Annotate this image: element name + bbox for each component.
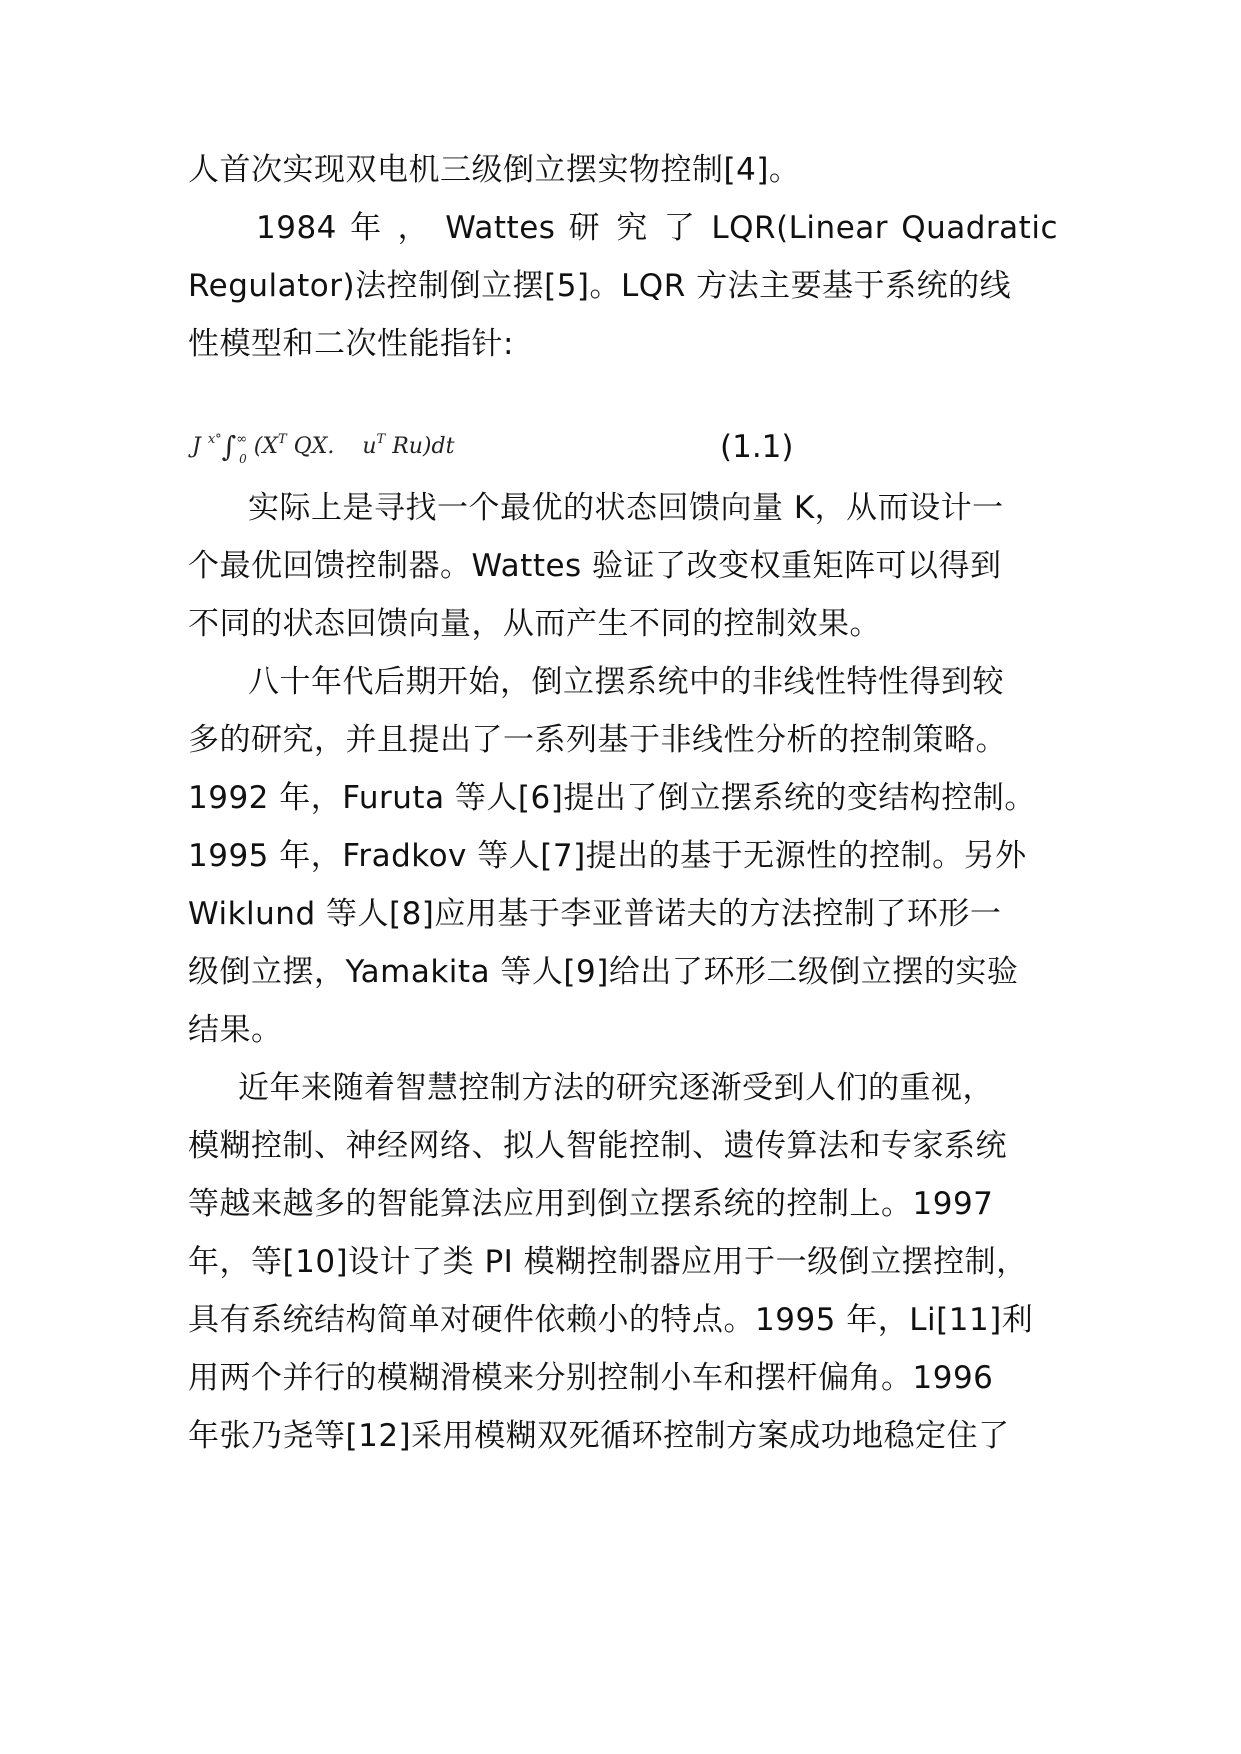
equation-symbol: x° bbox=[207, 432, 222, 447]
paragraph-line: 近年来随着智慧控制方法的研究逐渐受到人们的重视， bbox=[238, 1070, 994, 1106]
equation-symbol: u bbox=[362, 434, 377, 459]
paragraph-line: 人首次实现双电机三级倒立摆实物控制[4]。 bbox=[188, 152, 801, 188]
paragraph-line: 级倒立摆，Yamakita 等人[9]给出了环形二级倒立摆的实验 bbox=[188, 954, 1019, 990]
equation-symbol: J bbox=[192, 434, 201, 459]
paragraph-line: 性模型和二次性能指针: bbox=[188, 326, 514, 362]
equation bbox=[192, 430, 454, 466]
paragraph-line: 不同的状态回馈向量，从而产生不同的控制效果。 bbox=[188, 606, 881, 642]
paragraph-line: Regulator)法控制倒立摆[5]。LQR 方法主要基于系统的线 bbox=[188, 268, 1012, 304]
equation-symbol: (X bbox=[253, 434, 278, 459]
paragraph-line: Wiklund 等人[8]应用基于李亚普诺夫的方法控制了环形一 bbox=[188, 896, 1002, 932]
paragraph-line: 1992 年，Furuta 等人[6]提出了倒立摆系统的变结构控制。 bbox=[188, 780, 1036, 816]
equation-symbol: 0 bbox=[239, 452, 247, 466]
equation-symbol: ∞ bbox=[236, 432, 248, 447]
equation-symbol: T bbox=[278, 432, 287, 447]
paragraph-line: 1984 年 ， Wattes 研 究 了 LQR(Linear Quadratic bbox=[256, 210, 1058, 246]
equation-symbol: QX. bbox=[293, 434, 335, 459]
equation-number: (1.1) bbox=[720, 429, 794, 465]
paragraph-line: 八十年代后期开始，倒立摆系统中的非线性特性得到较 bbox=[248, 664, 1004, 700]
paragraph-line: 具有系统结构简单对硬件依赖小的特点。1995 年，Li[11]利 bbox=[188, 1302, 1034, 1338]
paragraph-line: 等越来越多的智能算法应用到倒立摆系统的控制上。1997 bbox=[188, 1186, 994, 1222]
paragraph-line: 实际上是寻找一个最优的状态回馈向量 K，从而设计一 bbox=[248, 490, 1004, 526]
paragraph-line: 多的研究，并且提出了一系列基于非线性分析的控制策略。 bbox=[188, 722, 1007, 758]
paragraph-line: 年，等[10]设计了类 PI 模糊控制器应用于一级倒立摆控制， bbox=[188, 1244, 1028, 1280]
paragraph-line: 1995 年，Fradkov 等人[7]提出的基于无源性的控制。另外 bbox=[188, 838, 1027, 874]
integral-sign: ∫ bbox=[221, 430, 237, 463]
equation-symbol: Ru)dt bbox=[392, 434, 455, 459]
paragraph-line: 年张乃尧等[12]采用模糊双死循环控制方案成功地稳定住了 bbox=[188, 1418, 1010, 1454]
paragraph-line: 个最优回馈控制器。Wattes 验证了改变权重矩阵可以得到 bbox=[188, 548, 1002, 584]
paragraph-line: 模糊控制、神经网络、拟人智能控制、遗传算法和专家系统 bbox=[188, 1128, 1007, 1164]
equation-symbol: T bbox=[376, 432, 386, 447]
paragraph-line: 结果。 bbox=[188, 1012, 283, 1048]
paragraph-line: 用两个并行的模糊滑模来分别控制小车和摆杆偏角。1996 bbox=[188, 1360, 994, 1396]
